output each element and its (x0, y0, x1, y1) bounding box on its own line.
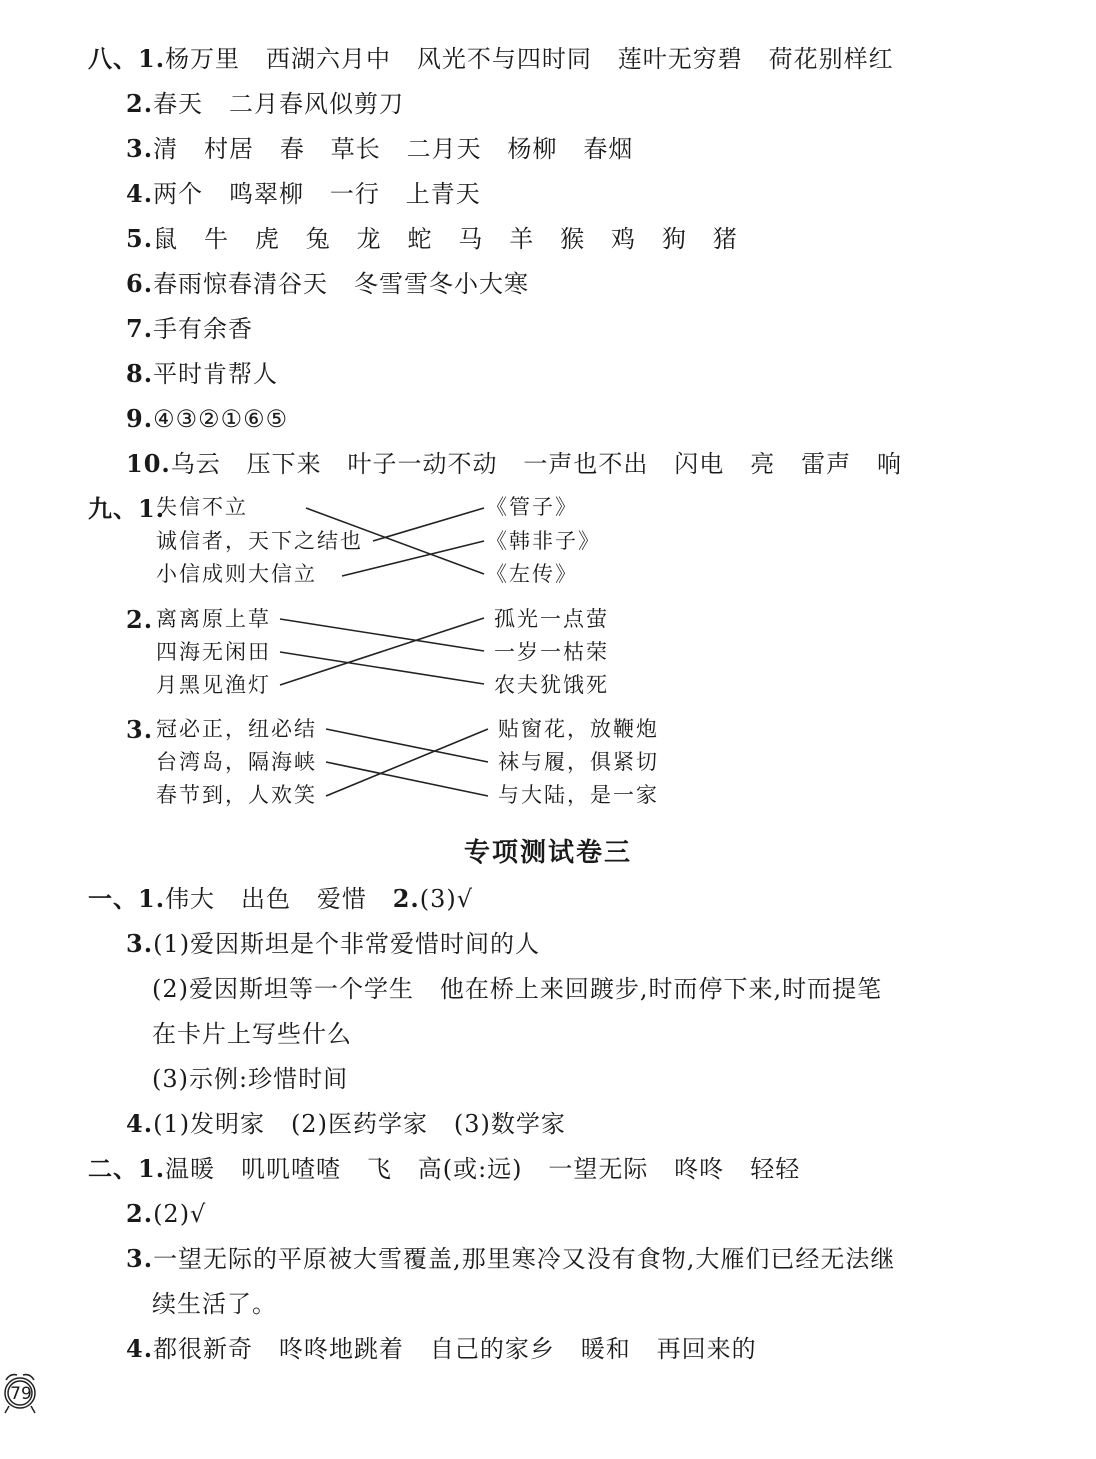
item-text: 都很新奇 咚咚地跳着 自己的家乡 暖和 再回来的 (153, 1335, 757, 1363)
s2-line-1 (88, 1154, 800, 1184)
s2-line-5 (126, 1334, 757, 1364)
item-number: 2. (392, 884, 420, 913)
item-number: 3. (126, 1244, 154, 1273)
s2-line-3 (126, 1244, 895, 1274)
match-left: 月黑见渔灯 (156, 673, 271, 697)
match-right: 《韩非子》 (486, 529, 601, 553)
s1-line-6 (126, 1109, 566, 1139)
section-label: 二、 (88, 1155, 138, 1183)
match-left: 四海无闲田 (156, 640, 271, 664)
s1-line-4: 在卡片上写些什么 (152, 1020, 352, 1048)
match-line (326, 729, 488, 796)
item-text: 手有余香 (153, 315, 254, 343)
match-right: 农夫犹饿死 (494, 673, 609, 697)
match-right: 贴窗花，放鞭炮 (498, 717, 659, 741)
match-right: 一岁一枯荣 (494, 640, 609, 664)
item-number: 3. (126, 134, 154, 163)
match-left: 春节到，人欢笑 (156, 783, 317, 807)
section-label: 九、 (88, 495, 138, 523)
item-text: (3)√ (419, 885, 474, 913)
item-number: 1. (138, 44, 166, 73)
page-number: 79 (10, 1384, 32, 1404)
s1-line-3: (2)爱因斯坦等一个学生 他在桥上来回踱步,时而停下来,时而提笔 (152, 975, 883, 1003)
item-number: 1. (138, 1154, 166, 1183)
item-text: 平时肯帮人 (153, 360, 279, 388)
item-number: 7. (126, 314, 154, 343)
item-text: 两个 鸣翠柳 一行 上青天 (153, 180, 481, 208)
match-line (280, 619, 484, 651)
item-text: 杨万里 西湖六月中 风光不与四时同 莲叶无穷碧 荷花别样红 (165, 45, 894, 73)
item-number: 10. (126, 449, 171, 478)
s1-line-1 (88, 884, 473, 914)
item-text: 鼠 牛 虎 兔 龙 蛇 马 羊 猴 鸡 狗 猪 (153, 225, 738, 253)
match-right: 袜与履，俱紧切 (498, 750, 659, 774)
item-text: 春天 二月春风似剪刀 (153, 90, 404, 118)
item-number: 9. (126, 404, 154, 433)
item-text: (2)√ (153, 1200, 207, 1228)
match-left: 台湾岛，隔海峡 (156, 750, 317, 774)
match-line (326, 729, 488, 762)
item-number: 4. (126, 1334, 154, 1363)
match-right: 与大陆，是一家 (498, 783, 659, 807)
match-line (373, 508, 484, 541)
match-line (280, 618, 484, 685)
s2-line-4: 续生活了。 (152, 1290, 277, 1318)
match-line (342, 541, 484, 576)
item-number: 8. (126, 359, 154, 388)
item-number: 3. (126, 715, 154, 744)
item-number: 1. (138, 494, 166, 523)
item-number: 2. (126, 89, 154, 118)
s2-line-2 (126, 1199, 206, 1229)
item-text: (1)爱因斯坦是个非常爱惜时间的人 (153, 930, 541, 958)
item-number: 5. (126, 224, 154, 253)
section-label: 一、 (88, 885, 138, 913)
item-text: 乌云 压下来 叶子一动不动 一声也不出 闪电 亮 雷声 响 (170, 450, 902, 478)
item-text: ④③②①⑥⑤ (153, 405, 289, 433)
match-right: 孤光一点萤 (494, 607, 609, 631)
item-number: 2. (126, 1199, 154, 1228)
section-title: 专项测试卷三 (463, 838, 632, 868)
item-number: 6. (126, 269, 154, 298)
item-text: 伟大 出色 爱惜 (165, 885, 393, 913)
item-number: 1. (138, 884, 166, 913)
item-number: 3. (126, 929, 154, 958)
item-number: 2. (126, 605, 154, 634)
section-label: 八、 (88, 45, 138, 73)
s1-line-5: (3)示例:珍惜时间 (152, 1065, 349, 1093)
item-text: 温暖 叽叽喳喳 飞 高(或:远) 一望无际 咚咚 轻轻 (165, 1155, 801, 1183)
match-line (326, 762, 488, 796)
match-right: 《管子》 (486, 495, 578, 519)
match-right: 《左传》 (486, 562, 578, 586)
match-line (306, 508, 484, 574)
s1-line-2 (126, 929, 540, 959)
match-left: 诚信者，天下之结也 (156, 529, 363, 553)
match-line (280, 652, 484, 684)
match-left: 离离原上草 (156, 607, 271, 631)
match-left: 小信成则大信立 (156, 562, 317, 586)
item-text: 清 村居 春 草长 二月天 杨柳 春烟 (153, 135, 634, 163)
item-text: (1)发明家 (2)医药学家 (3)数学家 (153, 1110, 566, 1138)
item-number: 4. (126, 1109, 154, 1138)
match-left: 失信不立 (156, 495, 248, 519)
item-text: 一望无际的平原被大雪覆盖,那里寒冷又没有食物,大雁们已经无法继 (153, 1245, 896, 1273)
item-text: 春雨惊春清谷天 冬雪雪冬小大寒 (153, 270, 529, 298)
item-number: 4. (126, 179, 154, 208)
match-left: 冠必正，纽必结 (156, 717, 317, 741)
